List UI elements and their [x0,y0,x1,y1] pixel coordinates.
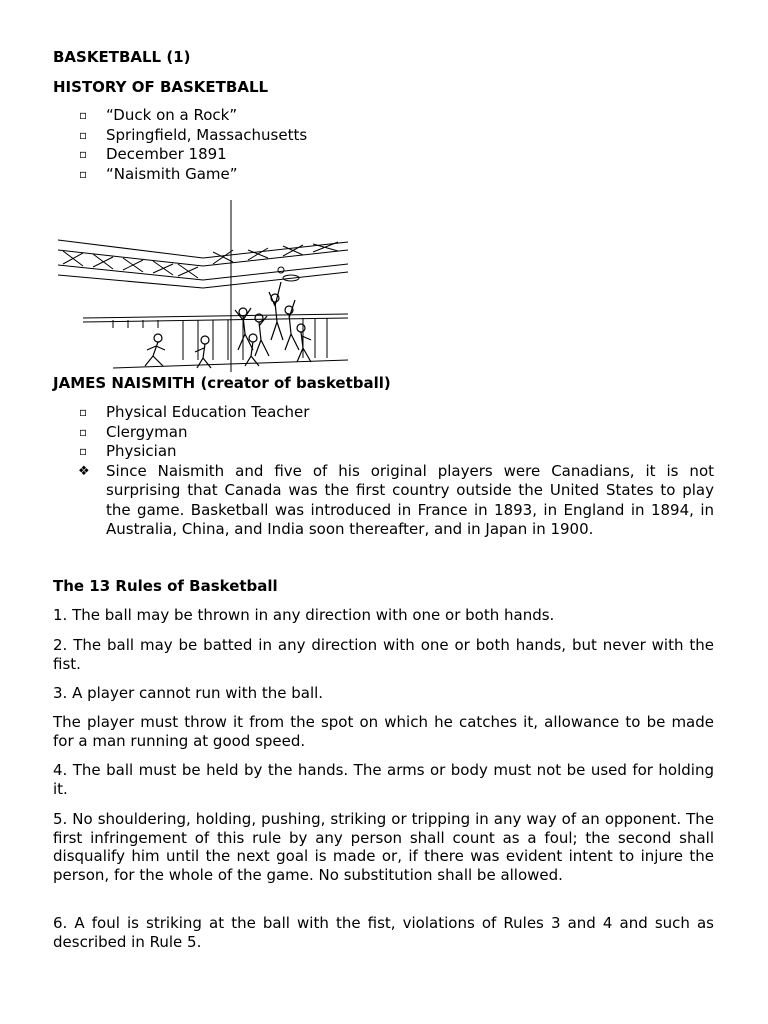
rule-paragraph: 1. The ball may be thrown in any direction with one or both hands. [53,606,555,624]
list-item: ▫ “Duck on a Rock” [79,106,238,124]
list-item: ▫ Physical Education Teacher [79,403,310,421]
diamond-bullet-icon: ❖ [78,463,90,479]
rule-paragraph: The player must throw it from the spot on which he catches it, allowance to be made for a man running at good speed. [53,713,714,750]
square-bullet-icon: ▫ [79,147,88,161]
list-item: ▫ December 1891 [79,145,227,163]
square-bullet-icon: ▫ [79,127,88,142]
square-bullet-icon: ▫ [79,424,88,439]
early-basketball-illustration [53,200,353,372]
rule-paragraph: 4. The ball must be held by the hands. The arms or body must not be used for holding it. [53,761,714,798]
square-bullet-icon: ▫ [79,405,88,419]
document-title: BASKETBALL (1) [53,48,191,66]
square-bullet-icon: ▫ [79,444,88,458]
rule-paragraph: 3. A player cannot run with the ball. [53,684,324,702]
naismith-list [53,403,714,540]
rule-paragraph: 5. No shouldering, holding, pushing, striking or tripping in any way of an opponent. The first infringement of this rule by any person shall count as a foul; the second shall disqualify him until the next goal is made or, if there was evident intent to injure the person, for the whole of the game. No substitution shall be allowed. [53,810,714,884]
list-item: ▫ “Naismith Game” [79,164,238,183]
square-bullet-icon: ▫ [79,108,88,122]
list-item: ▫ Clergyman [79,422,188,441]
rule-paragraph: 6. A foul is striking at the ball with the fist, violations of Rules 3 and 4 and such as described in Rule 5. [53,914,714,951]
list-item: ❖ Since Naismith and five of his original players were Canadians, it is not surprising that Canada was the first country outside the United States to play the game. Basketball was introduced in France in 1893, in England in 1894, in Australia, China, and India soon thereafter, and in Japan in 1900. [78,461,714,538]
square-bullet-icon: ▫ [79,166,88,181]
rules-heading: The 13 Rules of Basketball [53,577,278,595]
rule-paragraph: 2. The ball may be batted in any direction with one or both hands, but never with the fist. [53,636,714,673]
history-heading: HISTORY OF BASKETBALL [53,78,269,96]
history-list [53,106,714,184]
naismith-heading: JAMES NAISMITH (creator of basketball) [53,374,391,392]
list-item: ▫ Physician [79,442,177,460]
list-item: ▫ Springfield, Massachusetts [79,125,308,144]
